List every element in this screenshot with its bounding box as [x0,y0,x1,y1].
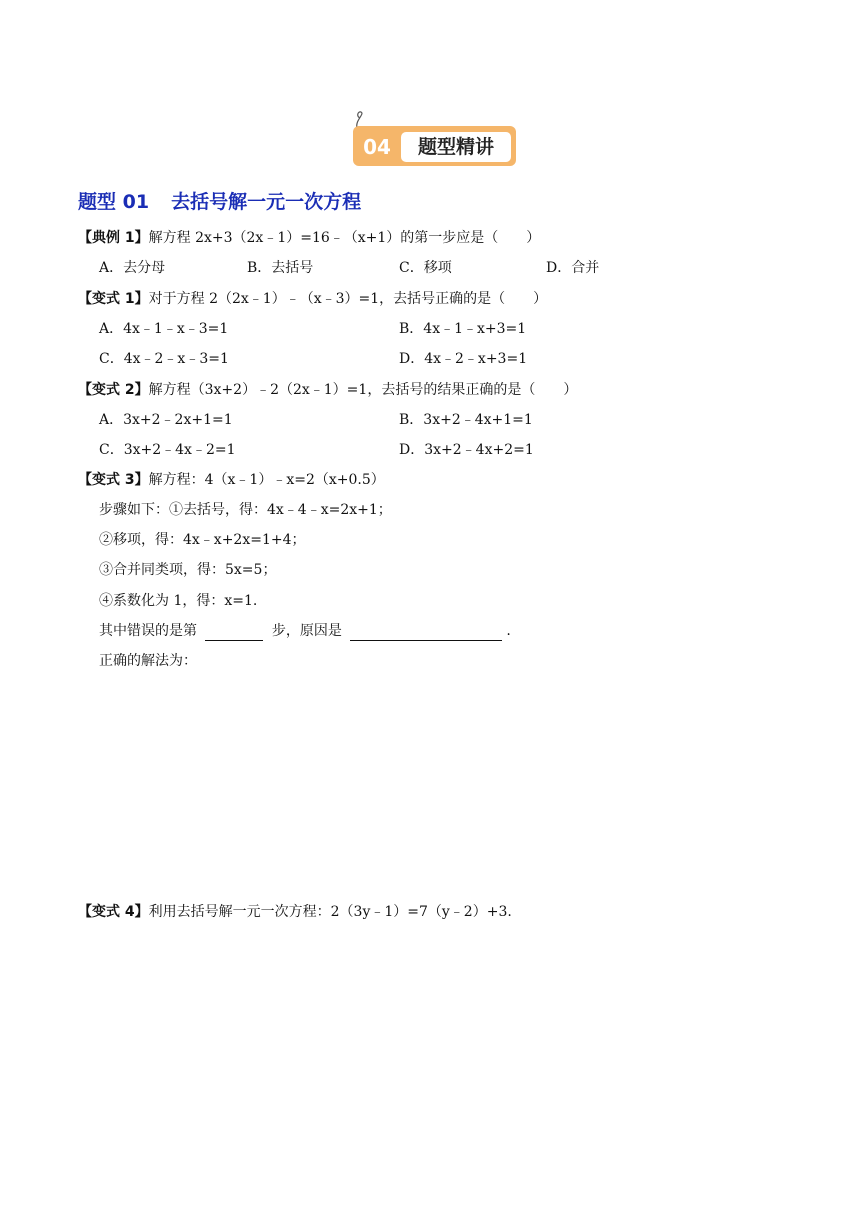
error-step-blank[interactable] [205,624,263,641]
variant2-option-a: A．3x+2﹣2x+1=1 [99,412,233,428]
variant1-text: 对于方程 2（2x﹣1）﹣（x﹣3）=1，去括号正确的是（ ） [148,291,548,307]
variant1-option-a: A．4x﹣1﹣x﹣3=1 [99,321,229,337]
error-suffix: . [506,623,511,639]
variant1-option-c: C．4x﹣2﹣x﹣3=1 [99,351,229,367]
variant3-question [78,470,385,490]
banner-number: 04 [363,135,391,159]
variant3-text: 解方程：4（x﹣1）﹣x=2（x+0.5） [148,472,385,488]
example1-option-d: D．合并 [546,260,600,276]
example1-tag: 【典例 1】 [78,230,149,246]
example1-question [78,228,540,248]
variant2-text: 解方程（3x+2）﹣2（2x﹣1）=1，去括号的结果正确的是（ ） [148,382,578,398]
variant4-tag: 【变式 4】 [78,904,149,920]
variant2-option-c: C．3x+2﹣4x﹣2=1 [99,442,236,458]
variant3-step-2: ②移项，得：4x﹣x+2x=1+4； [99,532,306,548]
variant1-option-d: D．4x﹣2﹣x+3=1 [399,351,528,367]
banner-label: 题型精讲 [401,132,511,162]
variant4-text: 利用去括号解一元一次方程：2（3y﹣1）=7（y﹣2）+3. [148,904,512,920]
variant1-option-b: B．4x﹣1﹣x+3=1 [399,321,527,337]
section-banner [353,124,518,168]
variant3-error-line [99,621,511,641]
example1-text: 解方程 2x+3（2x﹣1）=16﹣（x+1）的第一步应是（ ） [148,230,541,246]
variant4-question [78,902,512,922]
section-title [78,187,361,214]
section-code: 题型 01 [78,191,150,213]
variant2-option-b: B．3x+2﹣4x+1=1 [399,412,533,428]
example1-option-a: A．去分母 [99,260,166,276]
variant3-step-1: 步骤如下：①去括号，得：4x﹣4﹣x=2x+1； [99,502,392,518]
error-prefix: 其中错误的是第 [99,623,197,639]
example1-option-c: C．移项 [399,260,452,276]
variant1-question [78,289,547,309]
variant3-tag: 【变式 3】 [78,472,149,488]
variant2-tag: 【变式 2】 [78,382,149,398]
section-title-text: 去括号解一元一次方程 [171,191,362,213]
variant3-correct-label: 正确的解法为： [99,653,197,669]
variant1-tag: 【变式 1】 [78,291,149,307]
variant3-step-4: ④系数化为 1，得：x=1. [99,593,258,609]
variant2-question [78,380,577,400]
banner-box [353,126,516,166]
example1-option-b: B．去括号 [247,260,314,276]
error-middle: 步，原因是 [271,623,342,639]
variant2-option-d: D．3x+2﹣4x+2=1 [399,442,534,458]
error-reason-blank[interactable] [350,624,502,641]
variant3-step-3: ③合并同类项，得：5x=5； [99,562,277,578]
